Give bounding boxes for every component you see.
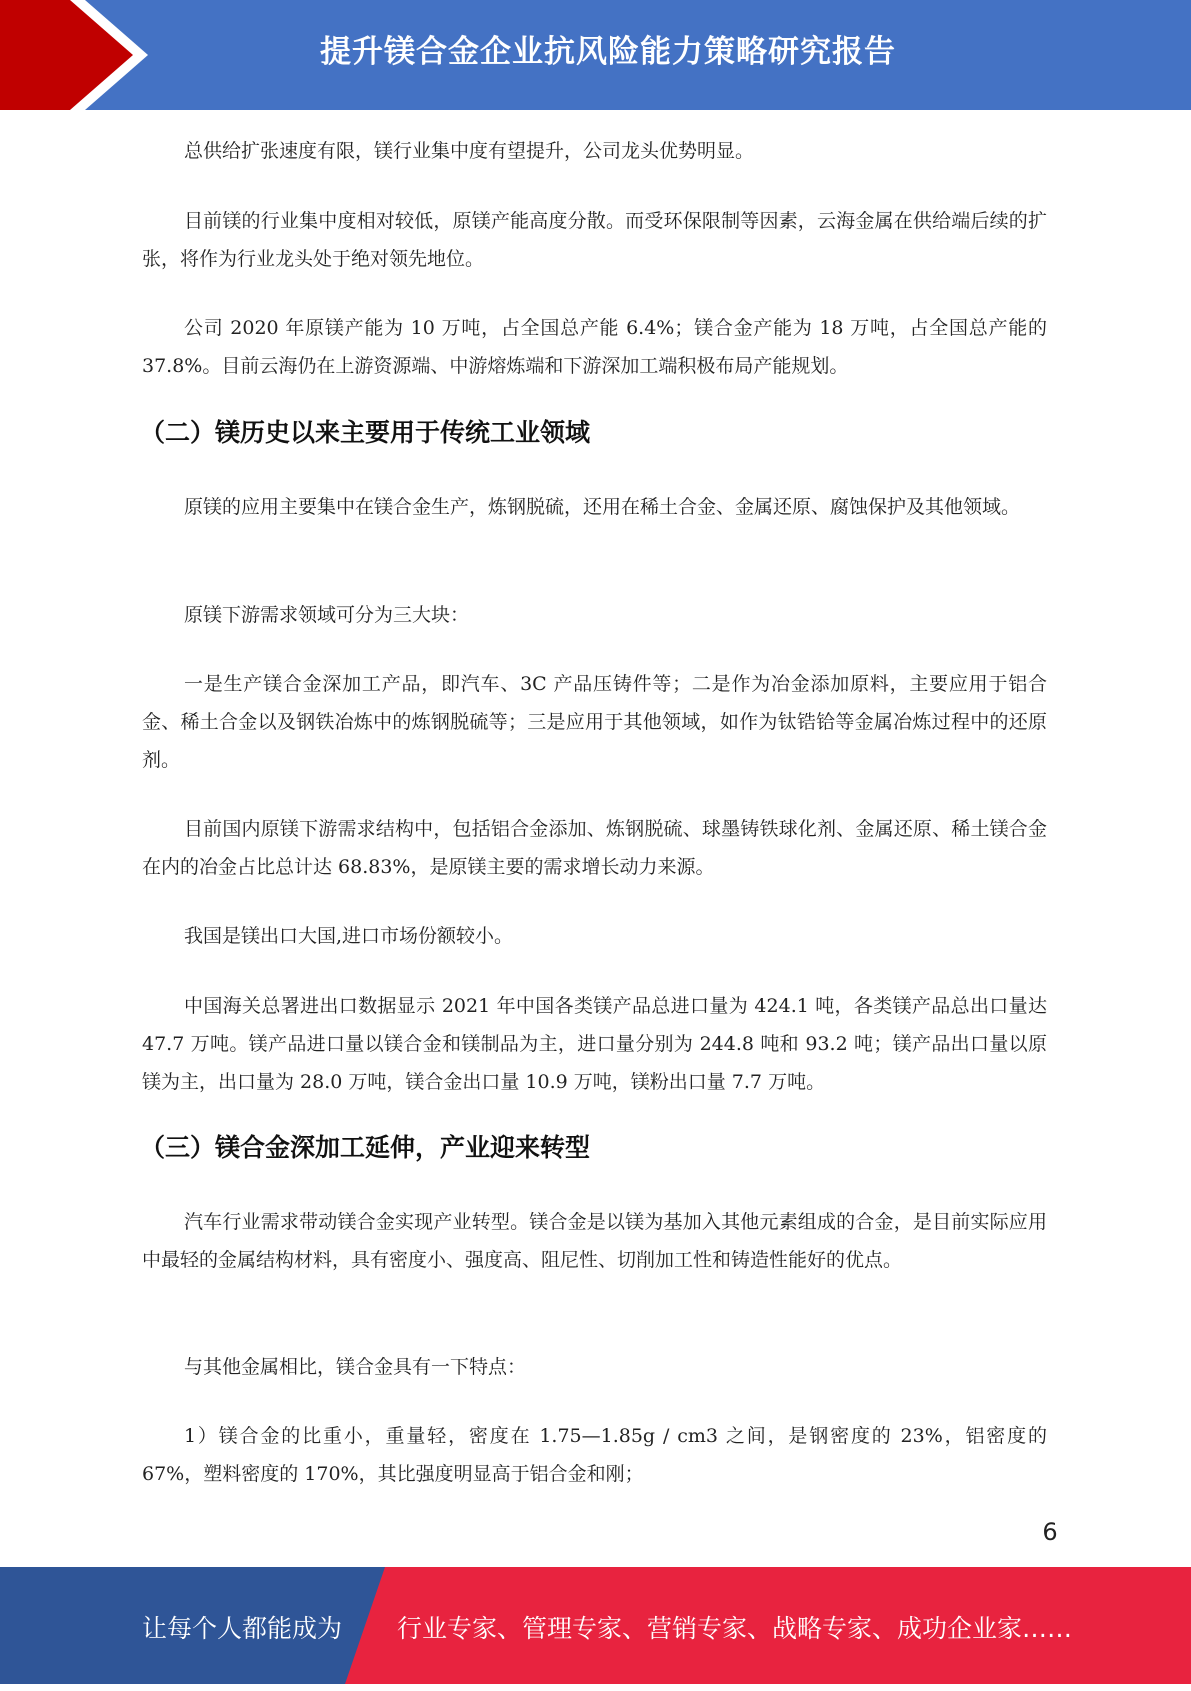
document-title: 提升镁合金企业抗风险能力策略研究报告 (320, 34, 896, 70)
section-heading: （二）镁历史以来主要用于传统工业领域 (140, 418, 591, 447)
paragraph: 目前镁的行业集中度相对较低，原镁产能高度分散。而受环保限制等因素，云海金属在供给端后续的扩张，将作为行业龙头处于绝对领先地位。 (142, 210, 1047, 270)
paragraph: 1）镁合金的比重小，重量轻，密度在 1.75—1.85g / cm3 之间，是钢密度的 23%，铝密度的 67%，塑料密度的 170%，其比强度明显高于铝合金和刚； (142, 1425, 1047, 1485)
page-number: 6 (1042, 1518, 1058, 1546)
paragraph: 原镁下游需求领域可分为三大块： (184, 604, 470, 626)
page-footer (0, 1567, 1191, 1684)
paragraph: 中国海关总署进出口数据显示 2021 年中国各类镁产品总进口量为 424.1 吨，各类镁产品总出口量达 47.7 万吨。镁产品进口量以镁合金和镁制品为主，进口量分别为 244.8 吨和 93.2 吨；镁产品出口量以原镁为主，出口量为 28.0 万吨，镁合金出口量 10.9 万吨，镁粉出口量 7.7 万吨。 (142, 995, 1047, 1093)
paragraph: 目前国内原镁下游需求结构中，包括铝合金添加、炼钢脱硫、球墨铸铁球化剂、金属还原、稀土镁合金在内的冶金占比总计达 68.83%，是原镁主要的需求增长动力来源。 (142, 818, 1047, 878)
paragraph: 汽车行业需求带动镁合金实现产业转型。镁合金是以镁为基加入其他元素组成的合金，是目前实际应用中最轻的金属结构材料，具有密度小、强度高、阻尼性、切削加工性和铸造性能好的优点。 (142, 1211, 1047, 1271)
paragraph: 我国是镁出口大国,进口市场份额较小。 (184, 925, 514, 947)
paragraph: 与其他金属相比，镁合金具有一下特点： (184, 1356, 527, 1378)
footer-slogan-right: 行业专家、管理专家、营销专家、战略专家、成功企业家…… (397, 1614, 1073, 1643)
paragraph: 公司 2020 年原镁产能为 10 万吨，占全国总产能 6.4%；镁合金产能为 18 万吨，占全国总产能的 37.8%。目前云海仍在上游资源端、中游熔炼端和下游深加工端积极布局产能规划。 (142, 317, 1047, 377)
paragraph: 原镁的应用主要集中在镁合金生产，炼钢脱硫，还用在稀土合金、金属还原、腐蚀保护及其他领域。 (184, 496, 1021, 518)
footer-slogan-left: 让每个人都能成为 (142, 1614, 343, 1643)
page-header (0, 0, 1191, 110)
paragraph: 一是生产镁合金深加工产品，即汽车、3C 产品压铸件等；二是作为冶金添加原料，主要应用于铝合金、稀土合金以及钢铁冶炼中的炼钢脱硫等；三是应用于其他领域，如作为钛锆铪等金属冶炼过程中的还原剂。 (142, 673, 1047, 771)
section-heading: （三）镁合金深加工延伸，产业迎来转型 (140, 1133, 591, 1162)
paragraph: 总供给扩张速度有限，镁行业集中度有望提升，公司龙头优势明显。 (184, 140, 755, 162)
